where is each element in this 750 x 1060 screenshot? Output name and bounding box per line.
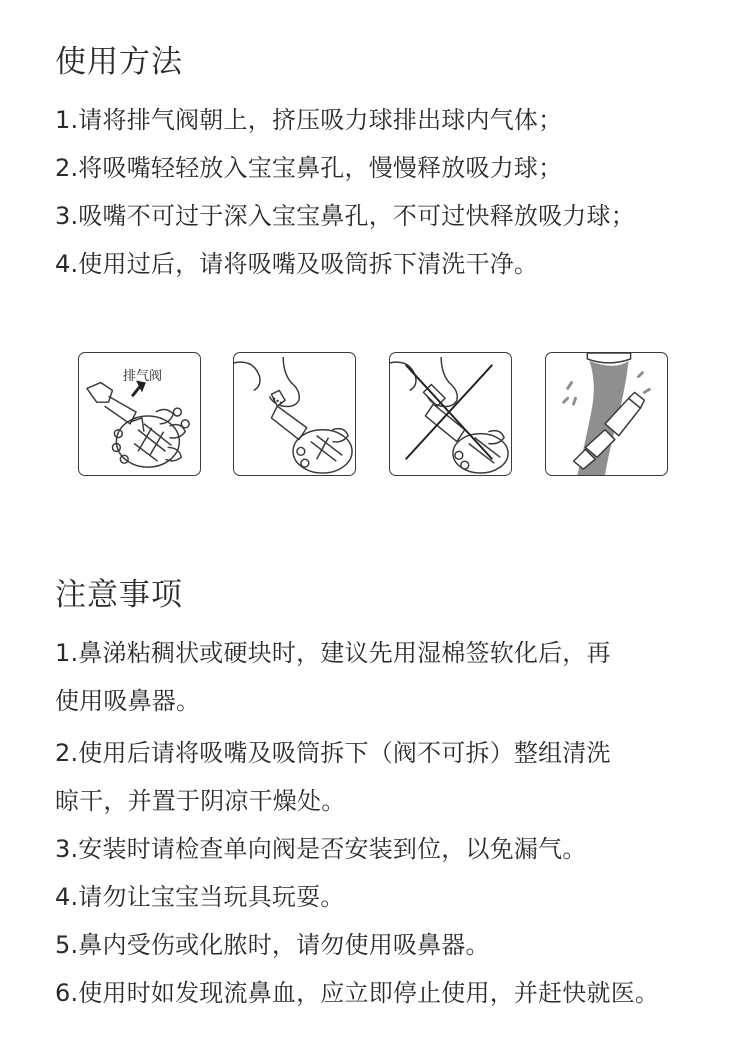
usage-step: 2.将吸嘴轻轻放入宝宝鼻孔，慢慢释放吸力球； xyxy=(55,154,563,182)
note-line: 晾干，并置于阴凉干燥处。 xyxy=(55,787,346,815)
illustration-panel-insert-nozzle xyxy=(233,352,356,476)
note-line: 使用吸鼻器。 xyxy=(55,687,201,715)
usage-step: 4.使用过后，请将吸嘴及吸筒拆下清洗干净。 xyxy=(55,250,539,278)
note-line: 6.使用时如发现流鼻血，应立即停止使用，并赶快就医。 xyxy=(55,979,660,1007)
illustration-panel-not-too-deep xyxy=(389,352,512,476)
note-line: 2.使用后请将吸嘴及吸筒拆下（阀不可拆）整组清洗 xyxy=(55,739,611,767)
note-line: 4.请勿让宝宝当玩具玩耍。 xyxy=(55,883,345,911)
illustration-panel-exhaust-valve xyxy=(78,352,201,476)
nozzle-in-nostril-icon xyxy=(234,353,355,475)
note-line: 3.安装时请检查单向阀是否安装到位，以免漏气。 xyxy=(55,835,587,863)
usage-step: 1.请将排气阀朝上，挤压吸力球排出球内气体； xyxy=(55,106,563,134)
illustration-panel-rinse xyxy=(545,352,668,476)
usage-title: 使用方法 xyxy=(55,44,183,80)
note-line: 5.鼻内受伤或化脓时，请勿使用吸鼻器。 xyxy=(55,931,490,959)
too-deep-crossed-icon xyxy=(390,353,511,475)
rinse-under-water-icon xyxy=(546,353,667,475)
notes-title: 注意事项 xyxy=(55,577,183,613)
usage-step: 3.吸嘴不可过于深入宝宝鼻孔，不可过快释放吸力球； xyxy=(55,202,635,230)
exhaust-valve-label: 排气阀 xyxy=(123,369,163,384)
note-line: 1.鼻涕粘稠状或硬块时，建议先用湿棉签软化后，再 xyxy=(55,639,611,667)
